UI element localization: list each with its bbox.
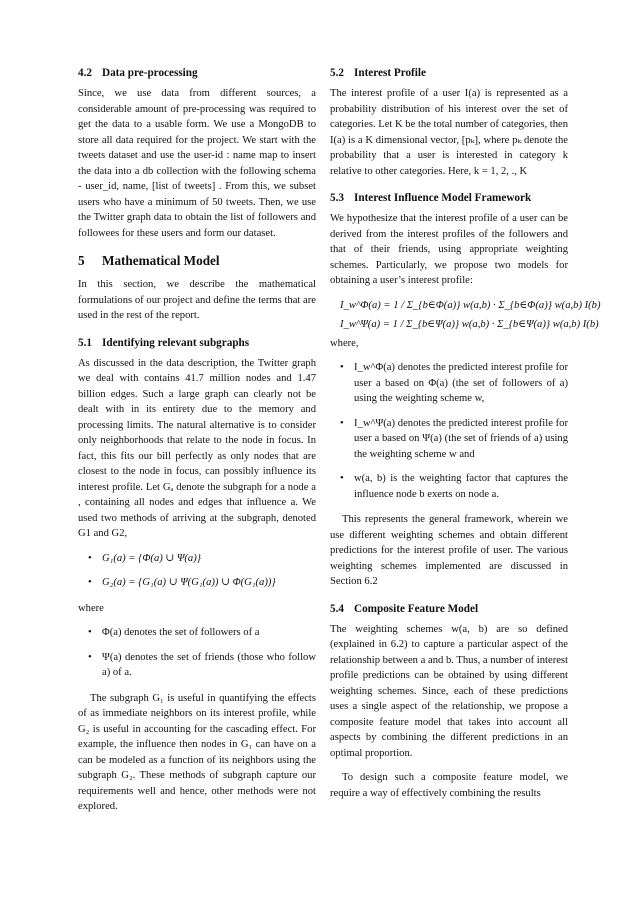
section-5-1-paragraph: As discussed in the data description, the Twitter graph we deal with contains 41.7 million nodes and 1.47 billion edges. Such a large graph can clearly not be dealt with in its entirety due to the memory and processing limits. The natural alternative is to consider only neighborhoods that relate to the node in focus. In fact, this fits our bill perfectly as only nodes that are closest to the node in focus, can possibly influence its interest profile. Let Gₐ denote the subgraph for a node a , containing all nodes and edges that influence a. We used two methods of arriving at the subgraph, denoted G1 and G2, (78, 357, 316, 539)
section-5-2-heading: 5.2 Interest Profile (330, 67, 426, 79)
list-item: • Φ(a) denotes the set of followers of a (88, 627, 260, 638)
notation-list (78, 625, 316, 681)
list-item: • G₁(a) = {Φ(a) ∪ Ψ(a)} (88, 552, 201, 564)
where-text: where (78, 602, 104, 614)
section-5-heading: 5 Mathematical Model (78, 253, 220, 268)
section-5-3-paragraph-2: This represents the general framework, wherein we use different weighting schemes and obtain different predictions for the interest profile of user. The various weighting schemes implemented are discussed in Section 6.2 (330, 514, 568, 587)
section-5-4-paragraph-2: To design such a composite feature model, we require a way of effectively combining the results (330, 772, 568, 799)
framework-definition-list (330, 360, 568, 502)
subgraph-definition-list (78, 551, 316, 591)
section-4-2-heading: 4.2 Data pre-processing (78, 67, 198, 79)
list-item: • I_w^Ψ(a) denotes the predicted interest profile for user a based on Ψ(a) (the set of friends of a) using the weighting scheme w and (340, 417, 568, 460)
section-5-1-paragraph-2: The subgraph G₁ is useful in quantifying the effects of as immediate neighbors on its interest profile, while G₂ is useful in accounting for the cascading effect. For example, the influence then nodes in G₁ can have on a can be modeled as a function of its neighbors using the subgraph G₂. These methods of subgraph capture our requirements well and hence, other methods were not explored. (78, 692, 316, 812)
section-5-1-heading: 5.1 Identifying relevant subgraphs (78, 336, 250, 349)
list-item: • G₂(a) = {G₁(a) ∪ Ψ(G₁(a)) ∪ Φ(G₁(a))} (88, 577, 276, 588)
list-item: • Ψ(a) denotes the set of friends (those who follow a) of a. (88, 651, 316, 678)
section-5-3-heading: 5.3 Interest Influence Model Framework (330, 192, 532, 204)
right-column (330, 66, 601, 810)
where-text: where, (330, 337, 359, 349)
section-5-4-heading: 5.4 Composite Feature Model (330, 602, 479, 615)
section-5-4-paragraph: The weighting schemes w(a, b) are so defined (explained in 6.2) to capture a particular aspect of the relationship between a and b. Thus, a number of interest profile predictions can be obtained by using different weighting schemes. Since, each of these predictions uses a single aspect of the relationship, we propose a composite feature model that takes into account all aspects by combining the different predictions in an optimal proportion. (330, 623, 568, 759)
section-5-2-paragraph: The interest profile of a user I(a) is represented as a probability distribution of his interest over the set of categories. Let K be the total number of categories, then I(a) is a K dimensional vector, [pₖ], where pₖ denote the probability that a user is interested in category k relative to other categories. Here, k = 1, 2, ., K (330, 88, 568, 177)
equation-followers: I_w^Φ(a) = 1 / Σ_{b∈Φ(a)} w(a,b) · Σ_{b∈Φ(a)} w(a,b) I(b) (340, 299, 601, 311)
section-4-2-paragraph: Since, we use data from different sources, a considerable amount of pre-processing was required to get the data to a usable form. We use a MongoDB to store all data required for the project. We start with the tweets dataset and use the user-id : name map to insert the data into a db collection with the following schema - user_id, name, [list of tweets] . From this, we subset users who have a minimum of 50 tweets. Then, we use the Twitter graph data to obtain the list of followers and followees for these users and form our dataset. (78, 88, 316, 239)
left-column (78, 66, 316, 824)
list-item: • w(a, b) is the weighting factor that captures the influence node b exerts on node a. (340, 473, 568, 500)
section-5-3-paragraph: We hypothesize that the interest profile of a user can be derived from the interest profiles of the followers and that of their friends, using appropriate weighting schemes. Particularly, we propose two models for obtaining a user’s interest profile: (330, 213, 568, 286)
equation-friends: I_w^Ψ(a) = 1 / Σ_{b∈Ψ(a)} w(a,b) · Σ_{b∈Ψ(a)} w(a,b) I(b) (340, 318, 599, 330)
list-item: • I_w^Φ(a) denotes the predicted interest profile for user a based on Φ(a) (the set of followers of a) using the weighting scheme w, (340, 362, 568, 404)
section-5-paragraph: In this section, we describe the mathematical formulations of our project and define the terms that are used in the rest of the report. (78, 279, 316, 321)
